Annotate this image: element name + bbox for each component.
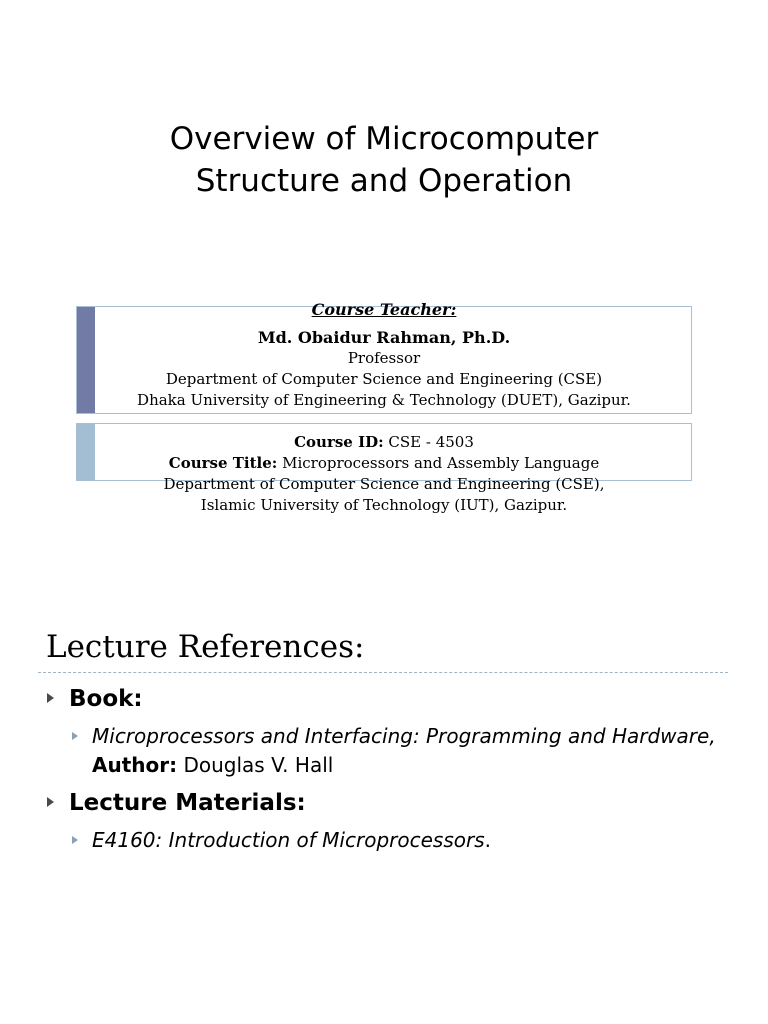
course-teacher-heading: Course Teacher: [311, 300, 457, 319]
references-divider [38, 672, 728, 673]
course-id-value: CSE - 4503 [383, 433, 474, 451]
sub-bullet-triangle-icon [72, 836, 78, 844]
title-line-2: Structure and Operation [195, 163, 573, 199]
bullet-book-title [72, 722, 716, 750]
course-university: Islamic University of Technology (IUT), Gazipur. [200, 496, 568, 514]
bullet-triangle-icon [47, 693, 54, 703]
course-title-value: Microprocessors and Assembly Language [277, 454, 600, 472]
author-label: Author: [92, 753, 178, 777]
lecture-materials-label: Lecture Materials: [69, 790, 306, 816]
teacher-position: Professor [347, 349, 421, 367]
bullet-triangle-icon [47, 797, 54, 807]
sub-bullet-triangle-icon [72, 732, 78, 740]
author-line [92, 751, 333, 779]
teacher-university: Dhaka University of Engineering & Technology (DUET), Gazipur. [137, 391, 631, 409]
material-suffix: . [484, 828, 491, 852]
course-title-line [0, 453, 768, 474]
author-name: Douglas V. Hall [177, 753, 334, 777]
slide-title [0, 118, 768, 202]
title-line-1: Overview of Microcomputer [169, 121, 599, 157]
teacher-card-text [0, 299, 768, 411]
material-item: E4160: Introduction of Microprocessors [92, 828, 485, 852]
references-heading: Lecture References: [46, 629, 365, 665]
book-label: Book: [69, 686, 143, 712]
bullet-material-item [72, 826, 491, 854]
course-id-label: Course ID: [294, 433, 384, 451]
book-title: Microprocessors and Interfacing: Programming and Hardware, [92, 724, 716, 748]
course-department: Department of Computer Science and Engineering (CSE), [163, 475, 605, 493]
course-title-label: Course Title: [168, 454, 278, 472]
bullet-lecture-materials [47, 790, 306, 816]
course-card-text [0, 432, 768, 516]
bullet-book [47, 686, 143, 712]
course-id-line [0, 432, 768, 453]
teacher-department: Department of Computer Science and Engineering (CSE) [165, 370, 603, 388]
teacher-name: Md. Obaidur Rahman, Ph.D. [257, 328, 511, 347]
